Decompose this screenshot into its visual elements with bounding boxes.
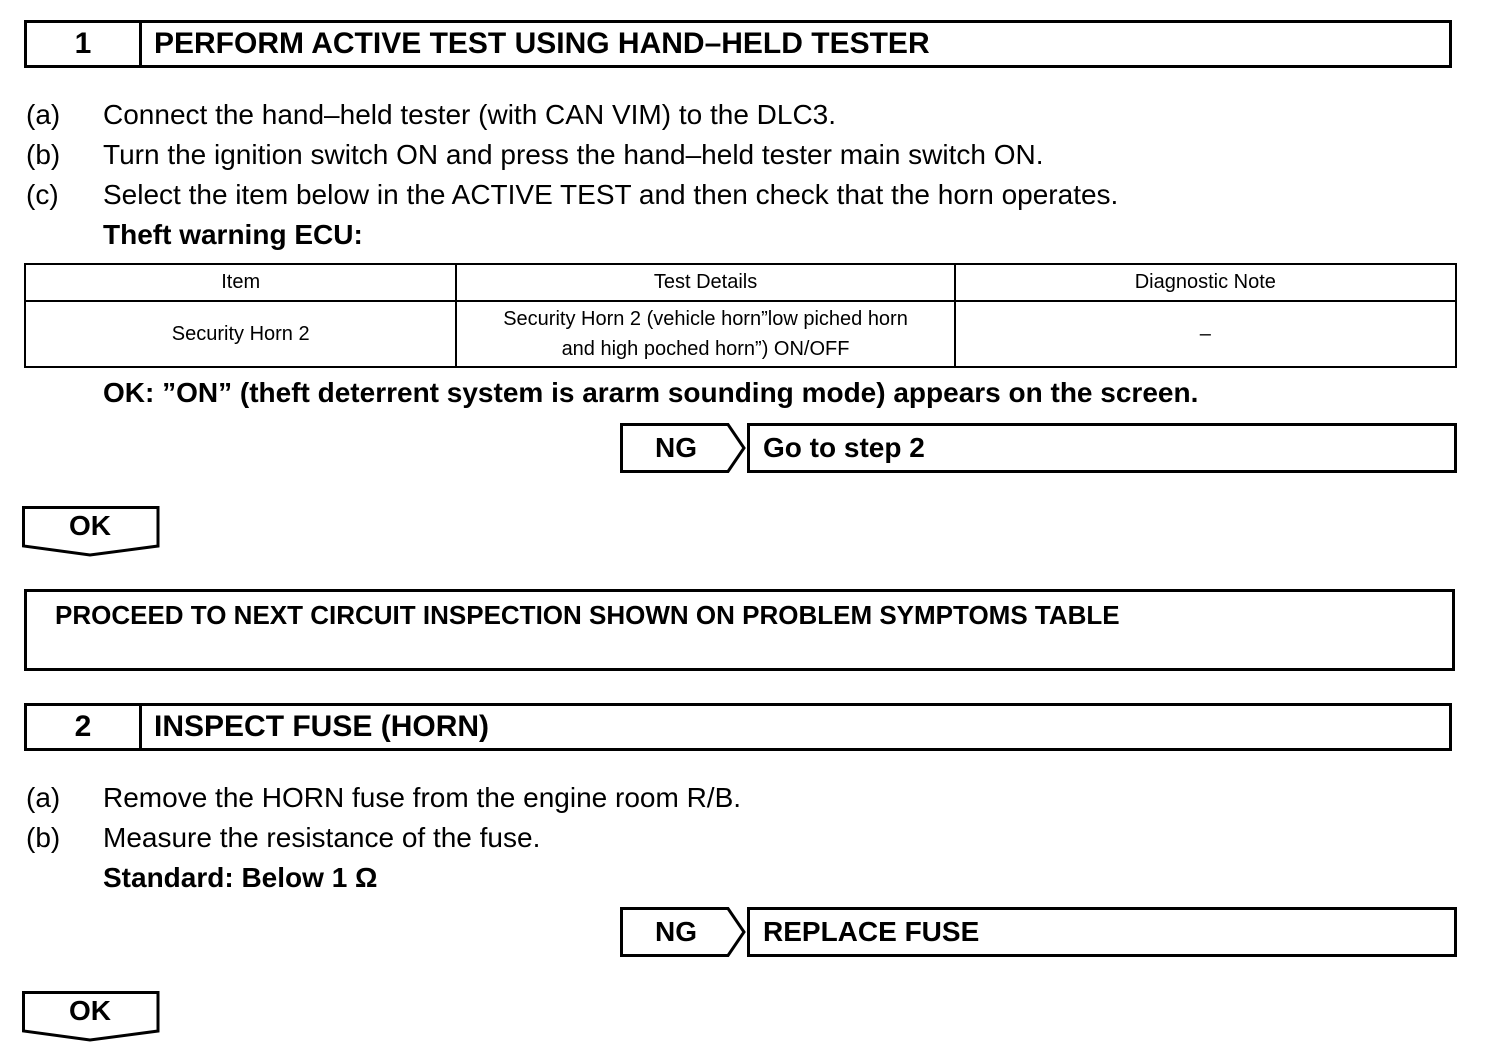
step-2-ng-label: NG	[655, 916, 697, 947]
step-1-ng-target: Go to step 2	[747, 423, 1457, 473]
step-2-header	[24, 703, 1452, 751]
header-item: Item	[25, 264, 456, 301]
step-2-ok-label: OK	[69, 995, 111, 1026]
proceed-box: PROCEED TO NEXT CIRCUIT INSPECTION SHOWN ON PROBLEM SYMPTOMS TABLE	[24, 589, 1455, 671]
step-1-ng-label: NG	[655, 432, 697, 463]
step-1-item-a-text: Connect the hand–held tester (with CAN VIM) to the DLC3.	[103, 99, 837, 130]
cell-test-details	[456, 301, 954, 367]
step-2-number: 2	[27, 706, 142, 748]
step-2-ng-target: REPLACE FUSE	[747, 907, 1457, 957]
step-1-title: PERFORM ACTIVE TEST USING HAND–HELD TESTER	[154, 27, 930, 60]
cell-item: Security Horn 2	[25, 301, 456, 367]
step-1-ok-label: OK	[69, 510, 111, 541]
step-2-standard: Standard: Below 1 Ω	[103, 862, 378, 893]
step-2-item-a-text: Remove the HORN fuse from the engine room R/B.	[103, 782, 742, 813]
step-1-item-c-label: (c)	[26, 179, 59, 210]
step-1-header	[24, 20, 1452, 68]
table-header-row	[25, 264, 1456, 301]
step-2-title: INSPECT FUSE (HORN)	[154, 710, 490, 743]
cell-diagnostic-note: –	[955, 301, 1456, 367]
cell-test-details-line2: and high poched horn”) ON/OFF	[561, 338, 850, 360]
step-2-item-a-label: (a)	[26, 782, 61, 813]
table-row	[25, 301, 1456, 367]
step-1-ok-arrow	[22, 506, 162, 558]
step-1-item-c-text: Select the item below in the ACTIVE TEST and then check that the horn operates.	[103, 179, 1119, 210]
ecu-label: Theft warning ECU:	[103, 219, 363, 250]
step-1-item-b-label: (b)	[26, 139, 61, 170]
cell-test-details-line1: Security Horn 2 (vehicle horn”low piched horn	[503, 308, 908, 330]
step-1-ng-branch	[620, 423, 1457, 473]
step-1-number: 1	[27, 23, 142, 65]
active-test-table	[24, 263, 1457, 368]
step-1-item-b-text: Turn the ignition switch ON and press the hand–held tester main switch ON.	[103, 139, 1044, 170]
step-1-ok-criteria: OK: ”ON” (theft deterrent system is ararm sounding mode) appears on the screen.	[103, 377, 1199, 408]
step-2-item-b-text: Measure the resistance of the fuse.	[103, 822, 541, 853]
header-diagnostic-note: Diagnostic Note	[955, 264, 1456, 301]
step-1-item-a-label: (a)	[26, 99, 61, 130]
step-2-ng-branch	[620, 907, 1457, 957]
header-test-details: Test Details	[456, 264, 954, 301]
step-2-item-b-label: (b)	[26, 822, 61, 853]
step-2-ok-arrow	[22, 991, 162, 1043]
